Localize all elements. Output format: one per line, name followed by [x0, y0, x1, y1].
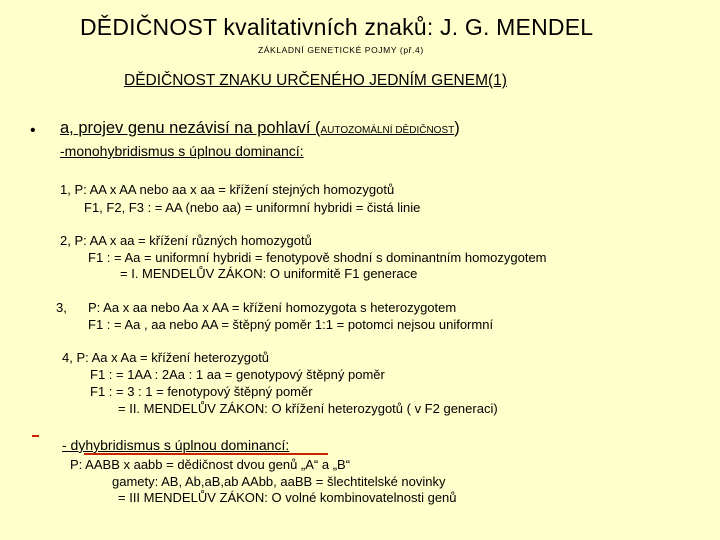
mono-line-3: 2, P: AA x aa = křížení různých homozygotů	[60, 233, 312, 248]
section-heading-text: DĚDIČNOST ZNAKU URČENÉHO JEDNÍM GENEM(1)	[124, 72, 507, 89]
di-line-1: P: AABB x aabb = dědičnost dvou genů „A“ a „B“	[70, 457, 351, 472]
di-line-2: gamety: AB, Ab,aB,ab AAbb, aaBB = šlechtitelské novinky	[112, 474, 446, 489]
mono-line-2: F1, F2, F3 : = AA (nebo aa) = uniformní hybridi = čistá linie	[84, 200, 421, 215]
mono-line-6: 3,	[56, 300, 67, 315]
di-underline	[84, 453, 328, 455]
di-line-3: = III MENDELŮV ZÁKON: O volné kombinovatelnosti genů	[118, 490, 457, 505]
mono-line-1: 1, P: AA x AA nebo aa x aa = křížení stejných homozygotů	[60, 182, 395, 197]
main-point-close: )	[454, 119, 460, 137]
di-label: - dyhybridismus s úplnou dominancí:	[62, 437, 290, 453]
page-title: DĚDIČNOST kvalitativních znaků: J. G. MENDEL	[80, 14, 594, 40]
mono-line-9: 4, P: Aa x Aa = křížení heterozygotů	[62, 350, 270, 365]
bullet-icon: •	[30, 122, 36, 139]
red-bullet-mark	[32, 435, 39, 437]
mono-line-5: = I. MENDELŮV ZÁKON: O uniformitě F1 generace	[120, 266, 418, 281]
mono-line-11: F1 : = 3 : 1 = fenotypový štěpný poměr	[90, 384, 313, 399]
main-point	[60, 119, 460, 138]
mono-line-7: P: Aa x aa nebo Aa x AA = křížení homozygota s heterozygotem	[88, 300, 457, 315]
page-subtitle: ZÁKLADNÍ GENETICKÉ POJMY (př.4)	[258, 45, 424, 55]
mono-line-12: = II. MENDELŮV ZÁKON: O křížení heterozygotů ( v F2 generaci)	[118, 401, 498, 416]
mono-label: -monohybridismus s úplnou dominancí:	[60, 143, 304, 159]
main-point-small: AUTOZOMÁLNÍ DĚDIČNOST	[320, 125, 455, 136]
section-heading	[124, 72, 507, 90]
mono-line-8: F1 : = Aa , aa nebo AA = štěpný poměr 1:1 = potomci nejsou uniformní	[88, 317, 494, 332]
main-point-text: a, projev genu nezávisí na pohlaví (	[60, 119, 321, 137]
mono-line-4: F1 : = Aa = uniformní hybridi = fenotypově shodní s dominantním homozygotem	[88, 250, 547, 265]
mono-line-10: F1 : = 1AA : 2Aa : 1 aa = genotypový štěpný poměr	[90, 367, 385, 382]
